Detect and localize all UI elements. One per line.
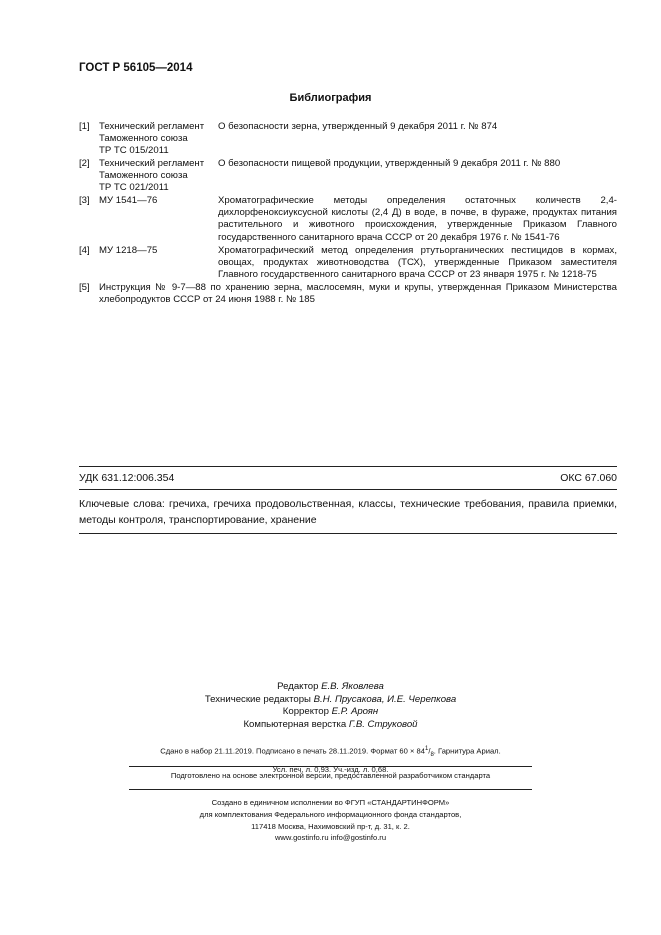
credit-label: Редактор	[277, 681, 322, 692]
item-number: [2]	[79, 158, 90, 169]
source-line: Технический регламент	[99, 158, 205, 169]
item-description: О безопасности пищевой продукции, утвержденный 9 декабря 2011 г. № 880	[218, 158, 561, 169]
item-number: [3]	[79, 195, 90, 206]
divider	[129, 766, 532, 767]
pub-text: Сдано в набор 21.11.2019. Подписано в печать 28.11.2019. Формат 60 × 84	[160, 746, 425, 756]
source-line: МУ 1541—76	[99, 195, 158, 206]
publication-line: Усл. печ. л. 0,93. Уч.-изд. л. 0,68.	[272, 764, 389, 774]
source-line: МУ 1218—75	[99, 245, 158, 256]
bibliography-title: Библиография	[289, 92, 372, 104]
credit-corrector	[0, 706, 661, 719]
source-line: Технический регламент	[99, 121, 205, 132]
item-description: Хроматографические методы определения остаточных количеств 2,4-дихлорфеноксиуксусной кислоты (2,4 Д) в воде, в почве, в фураже, продуктах питания растительного и животного происхождения, утвержденные Приказом Главного государственного санитарного врача СССР от 20 декабря 1976 г. № 1541-76	[218, 195, 617, 243]
info-line: Создано в единичном исполнении во ФГУП «СТАНДАРТИНФОРМ»	[211, 798, 450, 807]
source-line: Таможенного союза	[99, 133, 188, 145]
divider	[129, 789, 532, 790]
bibliography-list	[79, 121, 617, 306]
item-description: Хроматографический метод определения ртутьорганических пестицидов в кормах, овощах, продуктах животноводства (ТСХ), утвержденные Приказом заместителя Главного государственного санитарного врача СССР от 23 января 1975 г. № 1218-75	[218, 245, 617, 281]
bibliography-item	[79, 195, 617, 245]
info-line: для комплектования Федерального информационного фонда стандартов,	[199, 809, 462, 819]
item-source	[99, 195, 218, 245]
oks-code: ОКС 67.060	[560, 472, 617, 484]
credit-editor	[0, 681, 661, 694]
bibliography-item	[79, 121, 617, 158]
prepared-note: Подготовлено на основе электронной версии, предоставленной разработчиком стандарта	[170, 771, 491, 780]
credit-label: Компьютерная верстка	[243, 718, 349, 730]
keywords: Ключевые слова: гречиха, гречиха продовольственная, классы, технические требования, правила приемки, методы контроля, транспортирование, хранение	[79, 498, 617, 526]
item-description: О безопасности зерна, утвержденный 9 декабря 2011 г. № 874	[218, 121, 498, 132]
pub-sub: 8	[430, 752, 434, 759]
item-description: Инструкция № 9-7—88 по хранению зерна, маслосемян, муки и крупы, утвержденная Приказом Министерства хлебопродуктов СССР от 24 июня 1988 г. № 185	[99, 282, 617, 306]
bibliography-item	[79, 158, 617, 195]
credit-person: Е.Р. Ароян	[331, 706, 379, 717]
info-line: www.gostinfo.ru info@gostinfo.ru	[274, 833, 387, 843]
credit-person: Е.В. Яковлева	[321, 681, 384, 692]
item-number: [1]	[79, 121, 90, 132]
publication-line	[0, 743, 661, 763]
udk-code: УДК 631.12:006.354	[79, 472, 175, 484]
divider	[79, 466, 617, 467]
credit-layout	[0, 719, 661, 732]
divider	[79, 489, 617, 490]
credit-person: В.Н. Прусакова, И.Е. Черепкова	[313, 693, 457, 705]
item-number: [4]	[79, 245, 90, 256]
pub-sup: 1	[424, 746, 429, 752]
credit-label: Технические редакторы	[204, 693, 314, 705]
credit-label: Корректор	[282, 706, 332, 717]
item-source	[99, 158, 218, 195]
pub-slash: /	[428, 746, 431, 756]
item-source	[99, 245, 218, 282]
document-header: ГОСТ Р 56105—2014	[79, 62, 193, 74]
credits	[0, 681, 661, 731]
source-line: ТР ТС 015/2011	[99, 145, 169, 157]
credit-tech-editors	[0, 694, 661, 707]
pub-text: . Гарнитура Ариал.	[433, 746, 501, 756]
source-line: ТР ТС 021/2011	[99, 182, 169, 194]
info-line: 117418 Москва, Нахимовский пр-т, д. 31, к. 2.	[251, 821, 410, 831]
credit-person: Г.В. Струковой	[348, 718, 418, 730]
item-number: [5]	[79, 282, 90, 293]
bibliography-item	[79, 282, 617, 306]
divider	[79, 533, 617, 534]
standartinform-info	[0, 797, 661, 844]
bibliography-item	[79, 245, 617, 282]
item-source	[99, 121, 218, 158]
source-line: Таможенного союза	[99, 170, 188, 182]
